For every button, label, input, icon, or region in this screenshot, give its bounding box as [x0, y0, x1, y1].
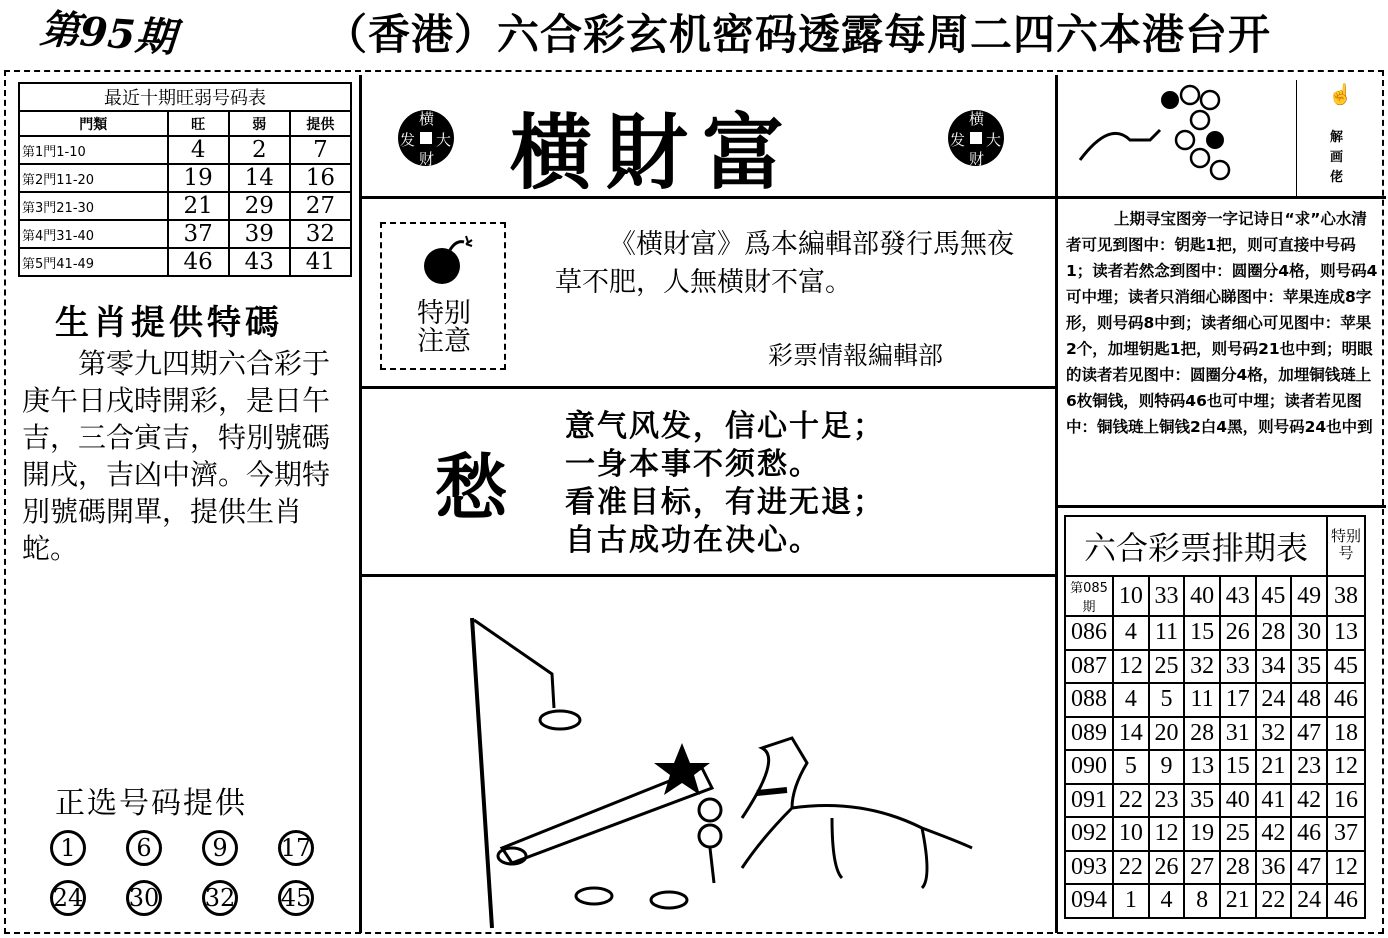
number-cell: 45: [1256, 576, 1292, 616]
coin-icon: [398, 110, 454, 166]
number-cell: 41: [1256, 784, 1292, 818]
number-cell: 48: [1291, 683, 1327, 717]
number-cell: 40: [1220, 784, 1256, 818]
number-cell: 42: [1256, 817, 1292, 851]
number-cell: 36: [1256, 851, 1292, 885]
issue-cell: 088: [1065, 683, 1113, 717]
table-row: [1065, 717, 1365, 751]
number-cell: 4: [1113, 683, 1149, 717]
number-cell: 26: [1220, 616, 1256, 650]
row-label: 第1門1-10: [19, 136, 168, 164]
special-number-cell: 45: [1327, 650, 1365, 684]
issue-cell: 第085期: [1065, 576, 1113, 616]
number-cell: 22: [1113, 851, 1149, 885]
number-cell: 12: [1113, 650, 1149, 684]
divider: [360, 386, 1056, 389]
number-cell: 40: [1184, 576, 1220, 616]
coin-char: 发: [400, 131, 416, 149]
number-cell: 14: [1113, 717, 1149, 751]
cell: 46: [168, 248, 229, 276]
cell: 4: [168, 136, 229, 164]
number-cell: 15: [1184, 616, 1220, 650]
special-number-cell: 18: [1327, 717, 1365, 751]
number-cell: 24: [1291, 884, 1327, 918]
issue-number: 第95期: [38, 5, 177, 62]
table-row: [19, 248, 351, 276]
pick-ball: 30: [126, 880, 162, 916]
table-row: [1065, 650, 1365, 684]
number-cell: 28: [1256, 616, 1292, 650]
number-cell: 5: [1113, 750, 1149, 784]
cell: 27: [290, 192, 351, 220]
zodiac-title: 生肖提供特碼: [55, 303, 283, 343]
number-cell: 32: [1256, 717, 1292, 751]
coin-char: 大: [436, 131, 452, 149]
zodiac-body: 第零九四期六合彩于庚午日戌時開彩，是日午吉，三合寅吉，特別號碼開戌，吉凶中濟。今期特別號碼開單，提供生肖蛇。: [22, 347, 331, 565]
special-number-cell: 16: [1327, 784, 1365, 818]
poem-line: 意气风发，信心十足；: [565, 409, 885, 444]
number-cell: 27: [1184, 851, 1220, 885]
number-cell: 8: [1184, 884, 1220, 918]
coin-char: 横: [419, 110, 435, 128]
number-cell: 33: [1220, 650, 1256, 684]
number-cell: 32: [1184, 650, 1220, 684]
number-cell: 11: [1149, 616, 1185, 650]
poem-line: 自古成功在决心。: [565, 523, 821, 558]
number-cell: 4: [1149, 884, 1185, 918]
number-cell: 34: [1256, 650, 1292, 684]
divider: [1055, 75, 1058, 933]
number-cell: 22: [1113, 784, 1149, 818]
issue-cell: 091: [1065, 784, 1113, 818]
number-cell: 24: [1256, 683, 1292, 717]
cell: 39: [229, 220, 290, 248]
illustration-dog-lamp: [362, 578, 1054, 932]
poem-line: 一身本事不须愁。: [565, 447, 821, 482]
number-cell: 26: [1149, 851, 1185, 885]
number-cell: 19: [1184, 817, 1220, 851]
number-cell: 5: [1149, 683, 1185, 717]
cell: 14: [229, 164, 290, 192]
cell: 7: [290, 136, 351, 164]
special-number-cell: 46: [1327, 683, 1365, 717]
table-row: [19, 192, 351, 220]
number-cell: 23: [1149, 784, 1185, 818]
special-number-cell: 37: [1327, 817, 1365, 851]
number-cell: 46: [1291, 817, 1327, 851]
pick-ball: 1: [50, 830, 86, 866]
coin-char: 大: [986, 131, 1002, 149]
divider: [1056, 505, 1386, 508]
coin-char: 横: [969, 110, 985, 128]
puzzle-picture: [1070, 80, 1290, 190]
bomb-icon: [420, 232, 476, 288]
special-number-cell: 12: [1327, 750, 1365, 784]
table-row: [1065, 851, 1365, 885]
pick-ball: 9: [202, 830, 238, 866]
number-cell: 47: [1291, 851, 1327, 885]
divider: [1296, 80, 1297, 196]
number-cell: 30: [1291, 616, 1327, 650]
table-row: [1065, 750, 1365, 784]
table-row: [1065, 616, 1365, 650]
col-header: 旺: [168, 111, 229, 136]
number-cell: 11: [1184, 683, 1220, 717]
table-row: [1065, 817, 1365, 851]
number-cell: 25: [1220, 817, 1256, 851]
cell: 43: [229, 248, 290, 276]
table-row: [19, 136, 351, 164]
number-cell: 4: [1113, 616, 1149, 650]
poem-line: 看准目标，有进无退；: [565, 485, 885, 520]
table-row: [19, 220, 351, 248]
special-number-cell: 13: [1327, 616, 1365, 650]
row-label: 第2門11-20: [19, 164, 168, 192]
cell: 16: [290, 164, 351, 192]
number-cell: 10: [1113, 817, 1149, 851]
page-title: （香港）六合彩玄机密码透露每周二四六本港台开: [325, 10, 1272, 59]
table-row: [1065, 884, 1365, 918]
cell: 21: [168, 192, 229, 220]
number-cell: 10: [1113, 576, 1149, 616]
coin-char: 财: [419, 150, 435, 168]
notice-box: [380, 222, 506, 370]
masthead-title: 横財富: [510, 105, 799, 201]
table-row: [1065, 576, 1365, 616]
special-number-cell: 12: [1327, 851, 1365, 885]
number-cell: 35: [1291, 650, 1327, 684]
notice-text: 《横財富》爲本編輯部發行馬無夜草不肥，人無横財不富。: [555, 229, 1014, 298]
number-cell: 49: [1291, 576, 1327, 616]
table-row: [19, 164, 351, 192]
puzzle-side-label: 解画佬: [1330, 130, 1344, 185]
number-cell: 33: [1149, 576, 1185, 616]
notice-label: 特别注意: [417, 298, 471, 357]
number-cell: 25: [1149, 650, 1185, 684]
number-cell: 42: [1291, 784, 1327, 818]
divider: [360, 574, 1056, 577]
number-cell: 47: [1291, 717, 1327, 751]
number-cell: 21: [1256, 750, 1292, 784]
cell: 32: [290, 220, 351, 248]
pick-ball: 6: [126, 830, 162, 866]
pointing-hand-icon: ☝: [1328, 82, 1353, 106]
cell: 2: [229, 136, 290, 164]
coin-icon: [948, 110, 1004, 166]
cell: 41: [290, 248, 351, 276]
issue-cell: 093: [1065, 851, 1113, 885]
issue-cell: 094: [1065, 884, 1113, 918]
col-header: 提供: [290, 111, 351, 136]
puzzle-text: 上期寻宝图旁一字记诗日“求”心水清者可见到图中：钥匙1把，则可直接中号码1；读者若然念到图中：圆圈分4格，则号码4可中埋；读者只消细心睇图中：苹果连成8字形，则号码8中到；读者细心可见图中：苹果2个，加埋钥匙1把，则号码21也中到；明眼的读者若见图中：圆圈分4格，加埋铜钱琏上6枚铜钱，则特码46也可中埋；读者若见图中：铜钱琏上铜钱2白4黑，则号码24也中到: [1066, 210, 1378, 436]
number-cell: 23: [1291, 750, 1327, 784]
special-number-cell: 46: [1327, 884, 1365, 918]
number-cell: 43: [1220, 576, 1256, 616]
issue-cell: 087: [1065, 650, 1113, 684]
number-cell: 22: [1256, 884, 1292, 918]
special-number-cell: 38: [1327, 576, 1365, 616]
cell: 19: [168, 164, 229, 192]
row-label: 第5門41-49: [19, 248, 168, 276]
number-cell: 1: [1113, 884, 1149, 918]
picks-title: 正选号码提供: [55, 786, 247, 821]
hot-cold-table: [18, 82, 352, 277]
pick-ball: 17: [278, 830, 314, 866]
col-header: 弱: [229, 111, 290, 136]
row-label: 第4門31-40: [19, 220, 168, 248]
cell: 37: [168, 220, 229, 248]
number-cell: 28: [1220, 851, 1256, 885]
coin-char: 发: [950, 131, 966, 149]
number-cell: 15: [1220, 750, 1256, 784]
coin-char: 财: [969, 150, 985, 168]
number-cell: 13: [1184, 750, 1220, 784]
special-number-header: 特别号: [1327, 516, 1365, 576]
issue-cell: 086: [1065, 616, 1113, 650]
number-cell: 31: [1220, 717, 1256, 751]
pick-ball: 45: [278, 880, 314, 916]
row-label: 第3門21-30: [19, 192, 168, 220]
number-cell: 28: [1184, 717, 1220, 751]
schedule-title: 六合彩票排期表: [1065, 516, 1327, 576]
divider: [1056, 196, 1386, 199]
notice-signature: 彩票情報編輯部: [768, 341, 944, 370]
poem-keyword: 愁: [435, 445, 508, 530]
pick-ball: 32: [202, 880, 238, 916]
schedule-table: [1064, 515, 1366, 919]
number-cell: 17: [1220, 683, 1256, 717]
poem: [565, 408, 885, 560]
number-cell: 35: [1184, 784, 1220, 818]
issue-cell: 089: [1065, 717, 1113, 751]
number-cell: 12: [1149, 817, 1185, 851]
cell: 29: [229, 192, 290, 220]
issue-cell: 090: [1065, 750, 1113, 784]
table-row: [1065, 683, 1365, 717]
col-header: 門類: [19, 111, 168, 136]
issue-cell: 092: [1065, 817, 1113, 851]
pick-ball: 24: [50, 880, 86, 916]
number-cell: 21: [1220, 884, 1256, 918]
table-row: [1065, 784, 1365, 818]
number-cell: 20: [1149, 717, 1185, 751]
table-caption: 最近十期旺弱号码表: [19, 83, 351, 111]
number-cell: 9: [1149, 750, 1185, 784]
